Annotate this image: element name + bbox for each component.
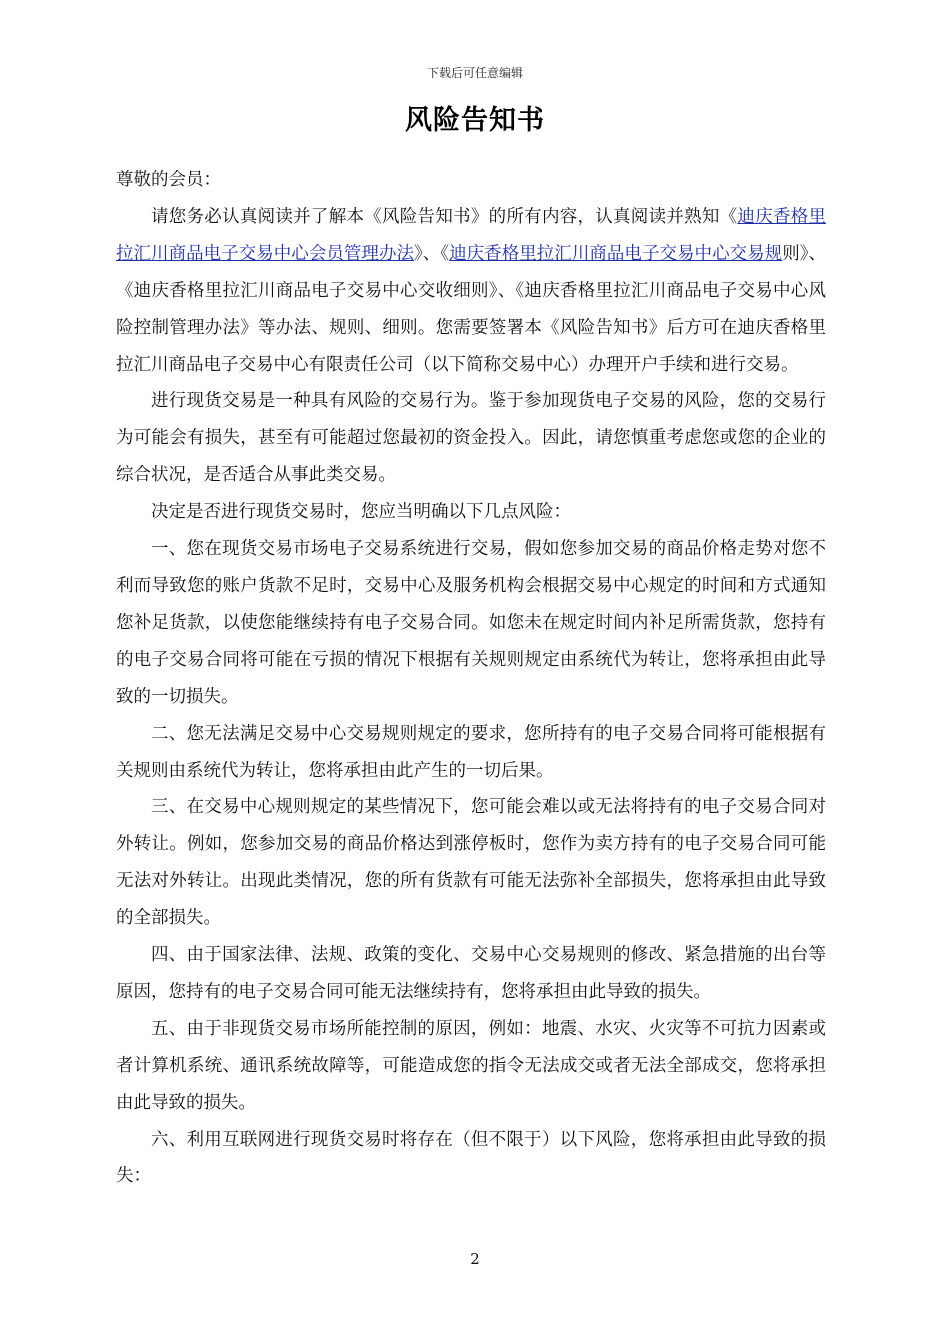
document-body: [116, 162, 826, 1195]
page-number: 2: [470, 1250, 480, 1268]
document-title: 风险告知书: [405, 105, 545, 136]
paragraph-risk-3: 三、在交易中心规则规定的某些情况下，您可能会难以或无法将持有的电子交易合同对外转让。例如，您参加交易的商品价格达到涨停板时，您作为卖方持有的电子交易合同可能无法对外转让。出现此类情况，您的所有货款有可能无法弥补全部损失，您将承担由此导致的全部损失。: [116, 797, 826, 929]
intro-text-2: 》、《: [414, 243, 450, 264]
paragraph-risk-intro: 进行现货交易是一种具有风险的交易行为。鉴于参加现货电子交易的风险，您的交易行为可能会有损失，甚至有可能超过您最初的资金投入。因此，请您慎重考虑您或您的企业的综合状况，是否适合从事此类交易。: [116, 391, 826, 486]
paragraph-risk-1: 一、您在现货交易市场电子交易系统进行交易，假如您参加交易的商品价格走势对您不利而导致您的账户货款不足时，交易中心及服务机构会根据交易中心规定的时间和方式通知您补足货款，以使您能继续持有电子交易合同。如您未在规定时间内补足所需货款，您持有的电子交易合同将可能在亏损的情况下根据有关规则规定由系统代为转让，您将承担由此导致的一切损失。: [116, 539, 826, 707]
paragraph-risk-list-lead: 决定是否进行现货交易时，您应当明确以下几点风险：: [151, 502, 571, 523]
paragraph-risk-2: 二、您无法满足交易中心交易规则规定的要求，您所持有的电子交易合同将可能根据有关规则由系统代为转让，您将承担由此产生的一切后果。: [116, 723, 826, 781]
paragraph-risk-6: 六、利用互联网进行现货交易时将存在（但不限于）以下风险，您将承担由此导致的损失：: [116, 1129, 826, 1187]
header-note: 下载后可任意编辑: [426, 66, 523, 80]
intro-paragraph: [116, 199, 826, 384]
intro-text-1: 请您务必认真阅读并了解本《风险告知书》的所有内容，认真阅读并熟知《: [151, 206, 738, 227]
member-rules-link[interactable]: 迪庆香格里拉汇川商品电子交易中心会员管理办法: [116, 206, 827, 264]
salutation: 尊敬的会员：: [116, 170, 221, 190]
trading-rules-link[interactable]: 迪庆香格里拉汇川商品电子交易中心交易规: [449, 243, 783, 264]
paragraph-risk-4: 四、由于国家法律、法规、政策的变化、交易中心交易规则的修改、紧急措施的出台等原因，您持有的电子交易合同可能无法继续持有，您将承担由此导致的损失。: [116, 945, 826, 1002]
paragraph-risk-5: 五、由于非现货交易市场所能控制的原因，例如：地震、水灾、火灾等不可抗力因素或者计算机系统、通讯系统故障等，可能造成您的指令无法成交或者无法全部成交，您将承担由此导致的损失。: [116, 1018, 826, 1113]
intro-text-3: 则》、《迪庆香格里拉汇川商品电子交易中心交收细则》、《迪庆香格里拉汇川商品电子交易中心风险控制管理办法》等办法、规则、细则。您需要签署本《风险告知书》后方可在迪庆香格里拉汇川商品电子交易中心有限责任公司（以下简称交易中心）办理开户手续和进行交易。: [116, 243, 827, 375]
